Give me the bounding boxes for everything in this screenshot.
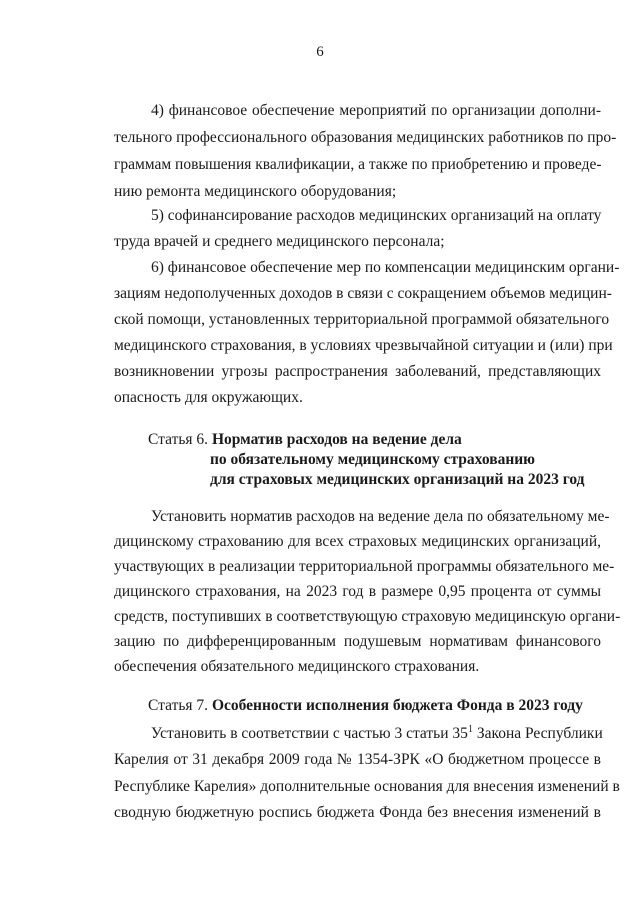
text-line: дицинскому страхованию для всех страховых медицинских организаций, — [114, 533, 601, 550]
text-line: Установить норматив расходов на ведение дела по обязательному ме- — [151, 508, 610, 525]
text-line: зацию по дифференцированным подушевым нормативам финансового — [114, 633, 601, 650]
text-line: обеспечения обязательного медицинского страхования. — [114, 658, 480, 675]
article-6-title-line: по обязательному медицинскому страхованию — [210, 451, 536, 468]
superscript: 1 — [467, 723, 473, 735]
article-6-title-line: Норматив расходов на ведение дела — [211, 431, 462, 448]
article-7-title: Особенности исполнения бюджета Фонда в 2023 году — [211, 697, 583, 714]
text-line: граммам повышения квалификации, а также по приобретению и проведе- — [114, 156, 602, 173]
text-line: нию ремонта медицинского оборудования; — [114, 183, 397, 200]
article-7-heading — [148, 696, 583, 716]
text-line: 6) финансовое обеспечение мер по компенсации медицинским органи- — [151, 259, 620, 276]
text-line: тельного профессионального образования медицинских работников по про- — [114, 129, 617, 146]
page-number: 6 — [316, 44, 324, 60]
article-6-prefix: Статья 6. — [148, 431, 209, 448]
text-line — [151, 724, 601, 744]
article-6-title-line: для страховых медицинских организаций на 2023 год — [210, 471, 585, 488]
text-line: труда врачей и среднего медицинского персонала; — [114, 233, 445, 250]
text-line: средств, поступивших в соответствующую страховую медицинскую органи- — [114, 608, 621, 625]
text-line: зациям недополученных доходов в связи с сокращением объемов медицин- — [114, 285, 612, 302]
text-line: опасность для окружающих. — [114, 389, 303, 406]
text-line: дицинского страхования, на 2023 год в размере 0,95 процента от суммы — [114, 583, 601, 600]
text-line: участвующих в реализации территориальной программы обязательного ме- — [114, 558, 615, 575]
text-fragment: Закона Республики — [472, 725, 603, 742]
article-7-prefix: Статья 7. — [148, 697, 209, 714]
text-line: Республике Карелия» дополнительные основания для внесения изменений в — [114, 778, 620, 795]
text-line: ской помощи, установленных территориальной программой обязательного — [114, 311, 610, 328]
text-line: Карелия от 31 декабря 2009 года № 1354-ЗРК «О бюджетном процессе в — [114, 751, 601, 768]
text-line: сводную бюджетную роспись бюджета Фонда без внесения изменений в — [114, 804, 601, 821]
text-line: 5) софинансирование расходов медицинских организаций на оплату — [151, 207, 602, 224]
text-line: медицинского страхования, в условиях чрезвычайной ситуации и (или) при — [114, 337, 613, 354]
text-fragment: Установить в соответствии с частью 3 статьи 35 — [151, 725, 468, 742]
text-line: возникновении угрозы распространения заболеваний, представляющих — [114, 363, 601, 380]
text-line: 4) финансовое обеспечение мероприятий по организации дополни- — [151, 102, 601, 119]
